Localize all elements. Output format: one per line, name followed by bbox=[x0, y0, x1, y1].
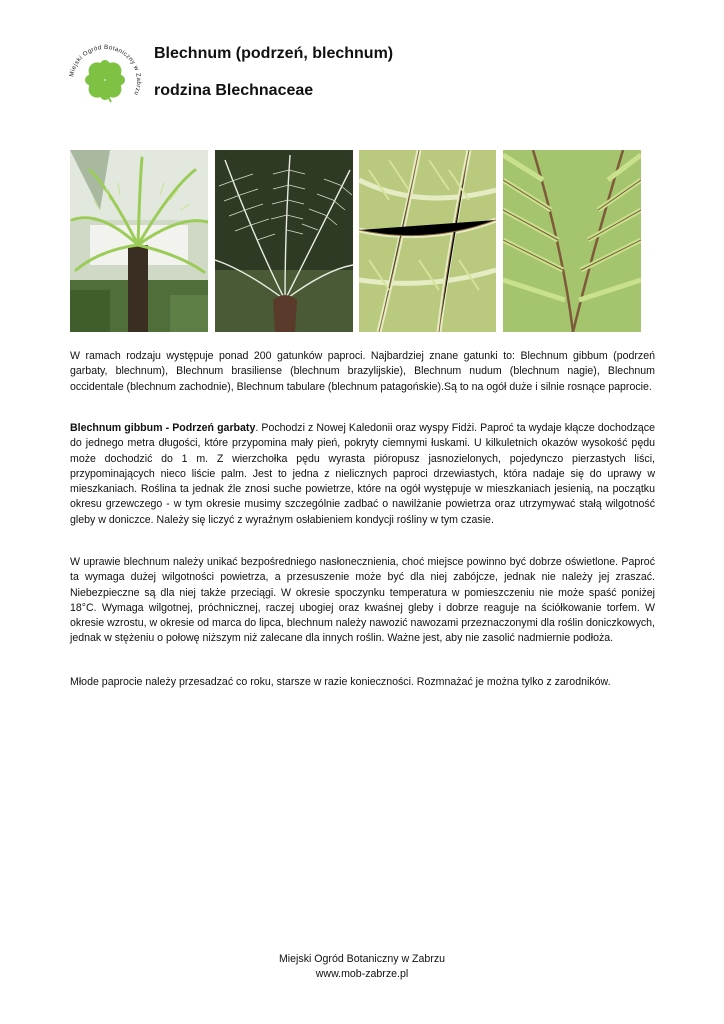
photo-fern-rachis-closeup bbox=[503, 150, 641, 332]
photo-tree-fern bbox=[70, 150, 208, 332]
page-title: Blechnum (podrzeń, blechnum) bbox=[154, 45, 394, 62]
footer-website: www.mob-zabrze.pl bbox=[315, 968, 409, 980]
garden-logo bbox=[66, 42, 144, 120]
page-subtitle: rodzina Blechnaceae bbox=[154, 82, 314, 99]
four-leaf-clover-icon bbox=[66, 42, 144, 120]
species-description: . Pochodzi z Nowej Kaledonii oraz wyspy Fidżi. Paproć ta wydaje kłącze dochodzące do jednego metra długości, które przypomina mały pień, pokryty ciemnymi łuskami. U kilkuletnich okazów wysokość pędu może dochodzić do 1 m. Z wierzchołka pędu wyrasta pióropusz jasnozielonych, pojedynczo pierzastych liści, przypominających nieco liście palm. Jest to jedna z nielicznych paproci drzewiastych, która nadaje się do uprawy w mieszkaniach. Roślina ta jednak źle znosi suche powietrze, które na ogół występuje w mieszkaniach jesienią, na początku okresu grzewczego - w tym okresie musimy szczególnie zadbać o nawilżanie powietrza oraz utrzymywać stałą wilgotność gleby w doniczce. Należy się liczyć z wyraźnym osłabieniem kondycji rośliny w tym czasie. bbox=[70, 422, 655, 526]
paragraph-blechnum-gibbum bbox=[70, 421, 655, 528]
paragraph-intro: W ramach rodzaju występuje ponad 200 gatunków paproci. Najbardziej znane gatunki to: Blechnum gibbum (podrzeń garbaty, blechnum), Blechnum brasiliense (blechnum brazylijskie), Blechnum nudum (blechnum nagie), Blechnum occidentale (blechnum zachodnie), Blechnum tabulare (blechnum patagońskie).Są to na ogół duże i silnie rosnące paprocie. bbox=[70, 350, 655, 393]
paragraph-propagation: Młode paprocie należy przesadzać co roku, starsze w razie konieczności. Rozmnażać je można tylko z zarodników. bbox=[70, 676, 611, 688]
footer-institution: Miejski Ogród Botaniczny w Zabrzu bbox=[278, 953, 446, 965]
photo-fern-frond-silver bbox=[215, 150, 353, 332]
logo-ring-text: Miejski Ogród Botaniczny w Zabrzu bbox=[68, 43, 143, 97]
paragraph-cultivation: W uprawie blechnum należy unikać bezpośredniego nasłonecznienia, choć miejsce powinno być dobrze oświetlone. Paproć ta wymaga dużej wilgotności powietrza, a przesuszenie może być dla niej zabójcze, jednak nie należy jej zraszać. Niebezpieczne są dla niej także przeciągi. W okresie spoczynku temperatura w pomieszczeniu nie może spaść poniżej 18°C. Wymaga wilgotnej, próchnicznej, raczej ubogiej oraz kwaśnej gleby i dobrze reaguje na ściółkowanie torfem. W okresie wzrostu, w okresie od marca do lipca, blechnum należy nawozić nawozami przeznaczonymi dla roślin doniczkowych, jednak w stężeniu o połowę niższym niż zalecane dla innych roślin. Ważne jest, aby nie zasolić nadmiernie podłoża. bbox=[70, 556, 655, 645]
photo-fern-pinnae-closeup bbox=[359, 150, 496, 332]
species-heading: Blechnum gibbum - Podrzeń garbaty bbox=[70, 422, 256, 434]
